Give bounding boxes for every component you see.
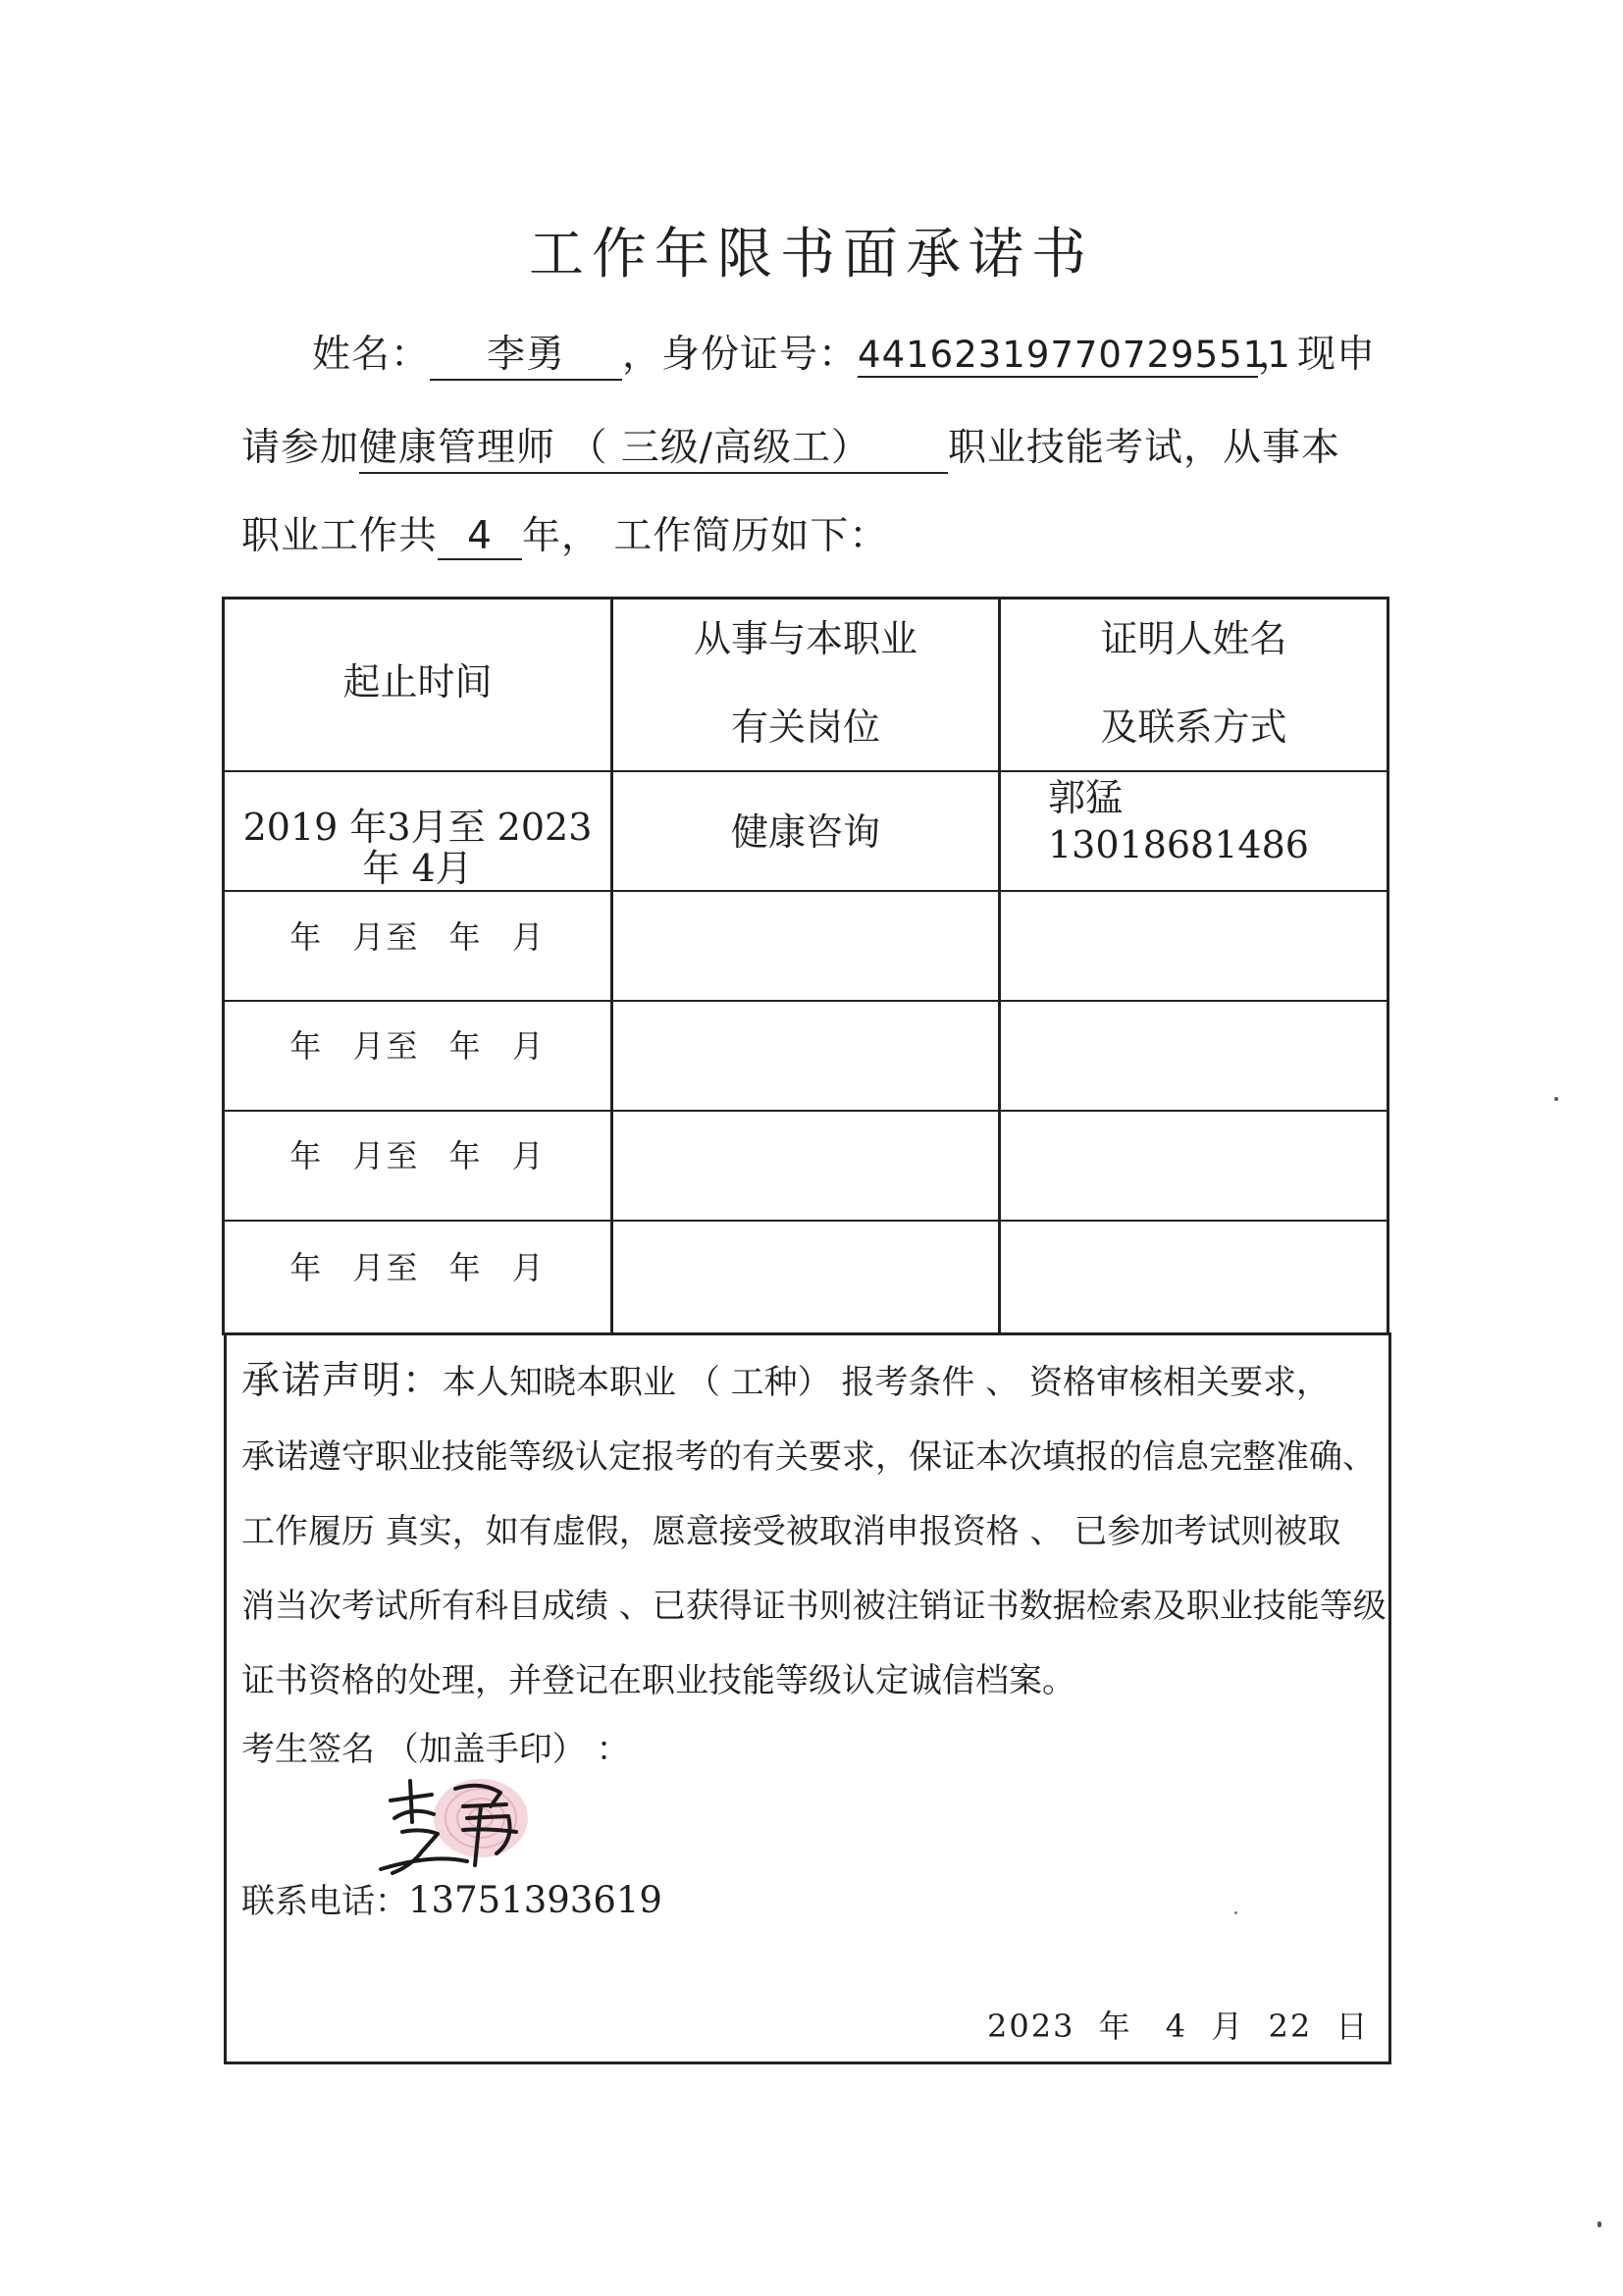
- intro-line-2: [241, 417, 1340, 474]
- table-row-divider: [222, 1000, 1389, 1002]
- name-field: 李勇: [430, 324, 622, 381]
- scan-speck: [1597, 2221, 1601, 2227]
- contact-phone: [241, 1874, 662, 1922]
- intro-line-1: [312, 324, 1376, 381]
- intro-line-3: [241, 505, 888, 560]
- header-witness-line2: 及联系方式: [1100, 705, 1287, 749]
- row1-position: 健康咨询: [730, 810, 880, 854]
- pledge-heading: 承诺声明：: [241, 1359, 444, 1403]
- header-position-line1: 从事与本职业: [693, 617, 917, 660]
- pledge-box-bottom: [224, 2061, 1391, 2064]
- table-row-divider: [222, 770, 1389, 772]
- sign-date: [987, 2002, 1369, 2047]
- work-years-label: 职业工作共: [241, 514, 439, 558]
- header-period: 起止时间: [342, 660, 493, 704]
- date-month-unit: 月: [1211, 2008, 1245, 2045]
- row-period-template: 年 月至 年 月: [289, 918, 546, 956]
- signature-label: 考生签名 （加盖手印） ：: [241, 1730, 630, 1769]
- apply-label: 请参加: [241, 426, 360, 470]
- table-border-left: [222, 597, 225, 1335]
- pledge-line-4: 消当次考试所有科目成绩 、已获得证书则被注销证书数据检索及职业技能等级: [241, 1587, 1387, 1626]
- date-year-unit: 年: [1098, 2008, 1132, 2045]
- signature-area: [373, 1771, 550, 1889]
- row1-witness: 郭猛 13018681486: [1048, 776, 1309, 866]
- table-border-mid: [222, 1332, 1389, 1335]
- pledge-box-left: [224, 1332, 227, 2063]
- line1-tail: ，现申: [1258, 333, 1377, 377]
- scan-speck: [1554, 1097, 1558, 1101]
- id-label: ，身份证号：: [622, 333, 859, 377]
- pledge-line-5: 证书资格的处理，并登记在职业技能等级认定诚信档案。: [241, 1661, 1075, 1700]
- date-month: 4: [1165, 2008, 1188, 2045]
- row-period-template: 年 月至 年 月: [289, 1249, 546, 1286]
- id-number-field: 441623197707295511: [858, 334, 1291, 376]
- header-position-line2: 有关岗位: [730, 705, 880, 749]
- table-row-divider: [222, 1110, 1389, 1112]
- years-field: 4: [438, 514, 522, 560]
- date-day-unit: 日: [1335, 2008, 1370, 2045]
- line3-tail: 年， 工作简历如下：: [522, 514, 889, 558]
- phone-label: 联系电话：: [241, 1882, 408, 1921]
- row1-period-line2: 年 4月: [362, 847, 473, 890]
- table-border-top: [222, 597, 1389, 600]
- occupation-field: 健康管理师 （ 三级/高级工）: [359, 417, 948, 474]
- scan-speck: [1234, 1911, 1237, 1914]
- pledge-line-1: 本人知晓本职业 （ 工种） 报考条件 、 资格审核相关要求，: [443, 1363, 1331, 1402]
- date-day: 22: [1268, 2008, 1313, 2045]
- row1-period-line1: 2019 年3月至 2023: [242, 806, 593, 849]
- name-label: 姓名：: [312, 333, 431, 377]
- row-period-template: 年 月至 年 月: [289, 1137, 546, 1174]
- fingerprint-stamp: [373, 1771, 550, 1889]
- row-period-template: 年 月至 年 月: [289, 1027, 546, 1065]
- date-year: 2023: [987, 2008, 1075, 2045]
- table-row-divider: [222, 1220, 1389, 1222]
- pledge-statement: [241, 1344, 1387, 1718]
- line2-tail: 职业技能考试，从事本: [948, 426, 1341, 470]
- pledge-box-right: [1388, 1332, 1391, 2063]
- pledge-line-2: 承诺遵守职业技能等级认定报考的有关要求，保证本次填报的信息完整准确、: [241, 1437, 1376, 1477]
- pledge-line-3: 工作履历 真实，如有虚假，愿意接受被取消申报资格 、 已参加考试则被取: [241, 1512, 1341, 1551]
- page-title: 工作年限书面承诺书: [529, 223, 1094, 287]
- table-border-right: [1387, 597, 1389, 1335]
- header-witness-line1: 证明人姓名: [1100, 617, 1287, 660]
- phone-number: 13751393619: [408, 1879, 662, 1921]
